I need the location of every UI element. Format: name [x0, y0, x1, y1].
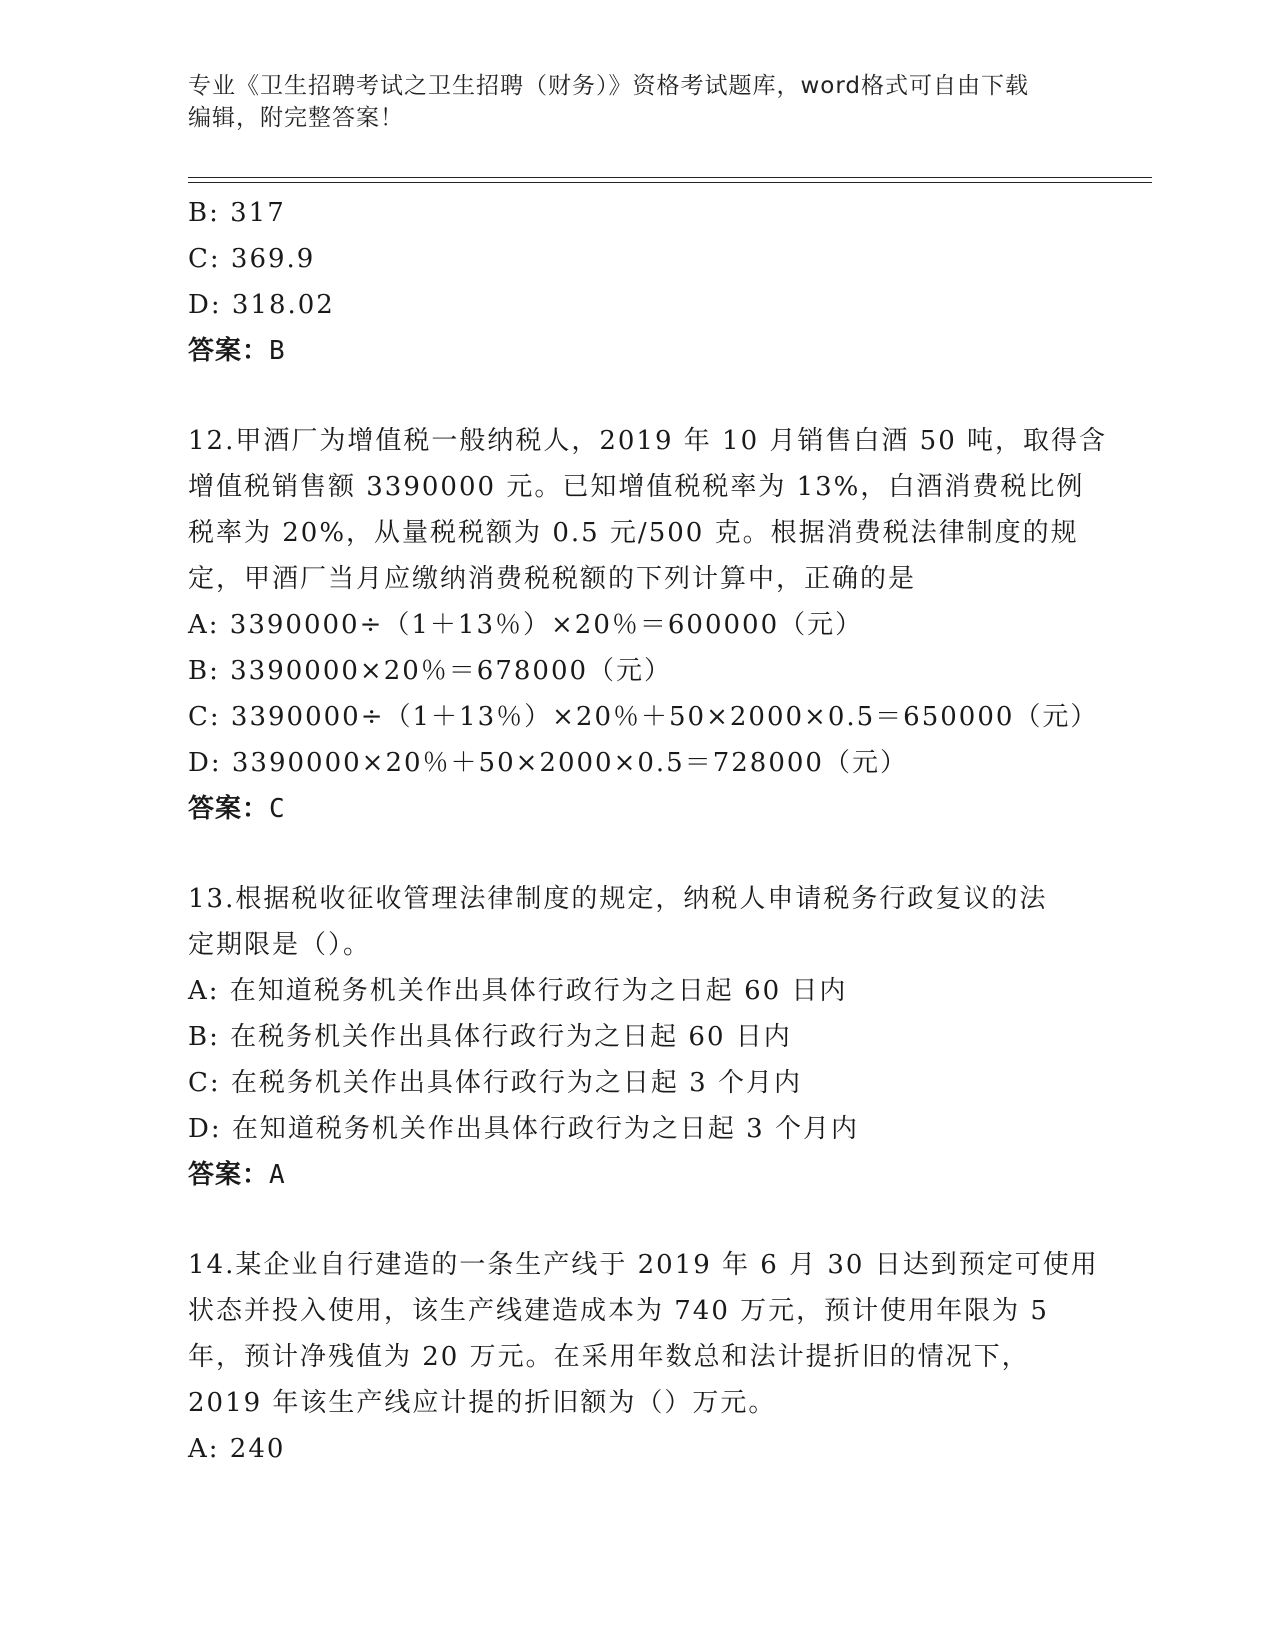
option-b: B: 317: [188, 198, 286, 228]
question-text-line: 13.根据税收征收管理法律制度的规定，纳税人申请税务行政复议的法: [188, 884, 1048, 914]
option-c: C: 在税务机关作出具体行政行为之日起 3 个月内: [188, 1068, 802, 1098]
option-b: B: 在税务机关作出具体行政行为之日起 60 日内: [188, 1022, 792, 1052]
question-text-line: 年，预计净残值为 20 万元。在采用年数总和法计提折旧的情况下，: [188, 1342, 1030, 1372]
option-b: B: 3390000×20％＝678000（元）: [188, 656, 673, 686]
header-line-1: 专业《卫生招聘考试之卫生招聘（财务）》资格考试题库，word格式可自由下载: [188, 73, 1030, 99]
option-a: A: 240: [188, 1434, 286, 1464]
question-12: [188, 418, 1108, 832]
question-11-continuation: [188, 190, 1088, 374]
question-text-line: 定期限是（）。: [188, 930, 372, 960]
answer-label: 答案：: [188, 336, 270, 366]
question-text-line: 2019 年该生产线应计提的折旧额为（）万元。: [188, 1388, 777, 1418]
document-body: [188, 190, 1108, 1472]
question-text-line: 14.某企业自行建造的一条生产线于 2019 年 6 月 30 日达到预定可使用: [188, 1250, 1099, 1280]
header-divider-top: [188, 177, 1152, 178]
document-header: [188, 70, 1088, 134]
answer-line: [188, 786, 1088, 832]
question-14: [188, 1242, 1099, 1472]
header-line-2: 编辑，附完整答案！: [188, 105, 404, 131]
option-d: D: 3390000×20％＋50×2000×0.5＝728000（元）: [188, 748, 908, 778]
answer-label: 答案：: [188, 794, 270, 824]
question-text-line: 增值税销售额 3390000 元。已知增值税税率为 13%，白酒消费税比例: [188, 472, 1085, 502]
answer-value: C: [269, 794, 286, 824]
option-d: D: 318.02: [188, 290, 335, 320]
question-text-line: 状态并投入使用，该生产线建造成本为 740 万元，预计使用年限为 5: [188, 1296, 1049, 1326]
question-text-line: 12.甲酒厂为增值税一般纳税人，2019 年 10 月销售白酒 50 吨，取得含: [188, 426, 1108, 456]
answer-line: [188, 328, 1088, 374]
header-divider-bottom: [188, 182, 1152, 183]
answer-value: A: [269, 1160, 286, 1190]
question-text-line: 税率为 20%，从量税税额为 0.5 元/500 克。根据消费税法律制度的规: [188, 518, 1079, 548]
option-c: C: 369.9: [188, 244, 316, 274]
answer-line: [188, 1152, 1088, 1198]
option-a: A: 3390000÷（1＋13％）×20％＝600000（元）: [188, 610, 864, 640]
option-c: C: 3390000÷（1＋13％）×20％＋50×2000×0.5＝650000（元）: [188, 702, 1099, 732]
question-13: [188, 876, 1088, 1198]
answer-value: B: [269, 336, 286, 366]
option-a: A: 在知道税务机关作出具体行政行为之日起 60 日内: [188, 976, 848, 1006]
answer-label: 答案：: [188, 1160, 270, 1190]
question-text-line: 定，甲酒厂当月应缴纳消费税税额的下列计算中，正确的是: [188, 564, 917, 594]
option-d: D: 在知道税务机关作出具体行政行为之日起 3 个月内: [188, 1114, 859, 1144]
